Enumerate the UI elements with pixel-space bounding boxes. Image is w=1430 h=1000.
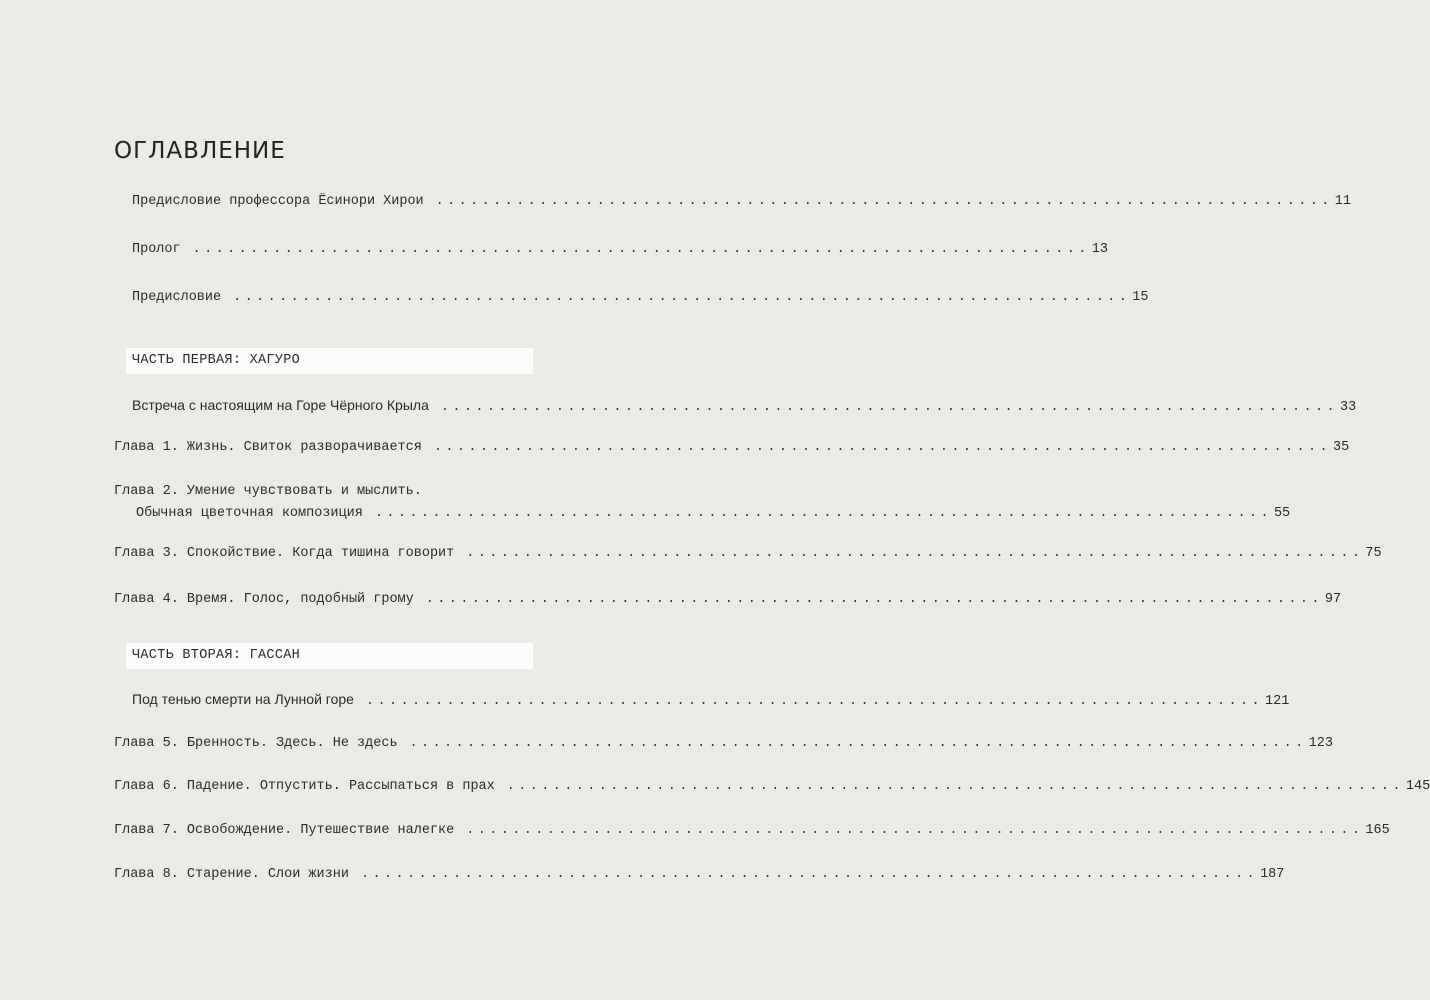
toc-entry-label: Глава 1. Жизнь. Свиток разворачивается (114, 440, 422, 455)
toc-page-number: 187 (1260, 867, 1285, 882)
toc-entry-label: Под тенью смерти на Лунной горе (132, 691, 354, 707)
dot-leader: .............................................................................. (233, 290, 1131, 305)
toc-entry-chapter-2[interactable] (114, 483, 1291, 523)
toc-entry-chapter-8[interactable] (114, 866, 1285, 884)
dot-leader: .............................................................................. (433, 440, 1331, 455)
toc-entry-label: Глава 5. Бренность. Здесь. Не здесь (114, 736, 398, 751)
dot-leader: .............................................................................. (435, 194, 1333, 209)
toc-page-number: 55 (1273, 506, 1291, 521)
toc-entry-chapter-4[interactable] (114, 591, 1342, 609)
toc-entry-label: Глава 7. Освобождение. Путешествие налегке (114, 823, 455, 838)
page-title: ОГЛАВЛЕНИЕ (114, 138, 286, 164)
toc-entry-label: Предисловие (132, 290, 222, 305)
toc-entry-label: Предисловие профессора Ёсинори Хирои (132, 194, 424, 209)
toc-entry-label-continued: Обычная цветочная композиция (136, 506, 363, 521)
dot-leader: .............................................................................. (440, 400, 1338, 415)
toc-entry-label: Встреча с настоящим на Горе Чёрного Крыла (132, 397, 429, 413)
toc-page-number: 165 (1365, 823, 1390, 838)
toc-entry-label: Глава 2. Умение чувствовать и мыслить. (114, 484, 422, 499)
toc-page-number: 123 (1308, 736, 1333, 751)
toc-page-number: 13 (1091, 242, 1108, 257)
dot-leader: .............................................................................. (466, 546, 1364, 561)
toc-entry-part2-intro[interactable] (132, 690, 1290, 711)
toc-entry-label: Глава 4. Время. Голос, подобный грому (114, 592, 414, 607)
toc-entry-chapter-6[interactable] (114, 778, 1430, 796)
dot-leader: .............................................................................. (192, 242, 1090, 257)
toc-entry-foreword[interactable] (132, 289, 1149, 307)
part-heading-1: ЧАСТЬ ПЕРВАЯ: ХАГУРО (126, 348, 533, 374)
toc-page-number: 97 (1324, 592, 1342, 607)
toc-entry-chapter-5[interactable] (114, 735, 1333, 753)
dot-leader: .............................................................................. (425, 592, 1323, 607)
dot-leader: .............................................................................. (466, 823, 1364, 838)
toc-entry-foreword-professor[interactable] (132, 193, 1351, 211)
toc-page-number: 11 (1334, 194, 1351, 209)
toc-entry-part1-intro[interactable] (132, 396, 1357, 417)
toc-entry-label: Глава 6. Падение. Отпустить. Рассыпаться в прах (114, 779, 495, 794)
toc-page-number: 33 (1339, 400, 1357, 415)
dot-leader: .............................................................................. (374, 506, 1272, 521)
toc-entry-label: Пролог (132, 242, 181, 257)
toc-entry-label: Глава 3. Спокойствие. Когда тишина говорит (114, 546, 455, 561)
toc-entry-chapter-1[interactable] (114, 439, 1350, 457)
toc-page-number: 15 (1132, 290, 1149, 305)
dot-leader: .............................................................................. (360, 867, 1259, 882)
dot-leader: .............................................................................. (409, 736, 1307, 751)
toc-page-number: 145 (1405, 779, 1430, 794)
toc-page-number: 121 (1265, 694, 1290, 709)
dot-leader: .............................................................................. (365, 694, 1264, 709)
toc-entry-prologue[interactable] (132, 241, 1108, 259)
dot-leader: .............................................................................. (506, 779, 1404, 794)
part-heading-2: ЧАСТЬ ВТОРАЯ: ГАССАН (126, 643, 533, 669)
toc-page-number: 75 (1365, 546, 1382, 561)
toc-entry-chapter-3[interactable] (114, 545, 1382, 563)
toc-page-number: 35 (1332, 440, 1350, 455)
toc-entry-chapter-7[interactable] (114, 822, 1390, 840)
toc-entry-label: Глава 8. Старение. Слои жизни (114, 867, 349, 882)
